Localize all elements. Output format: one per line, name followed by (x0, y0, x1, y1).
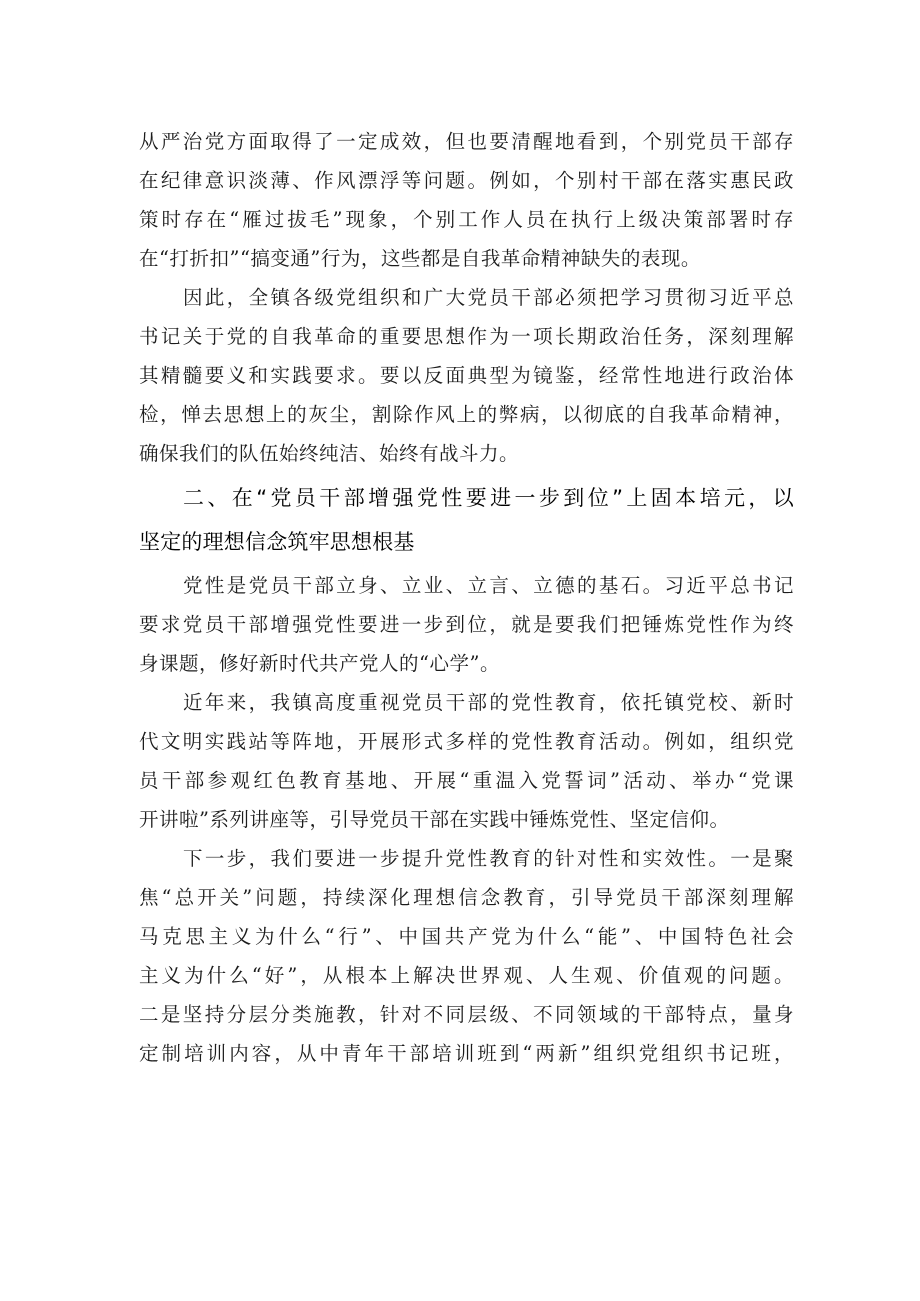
text-line: 二是坚持分层分类施教，针对不同层级、不同领域的干部特点，量身 (139, 1003, 794, 1026)
text-line: 在纪律意识淡薄、作风漂浮等问题。例如，个别村干部在落实惠民政 (139, 169, 794, 192)
text-line: 近年来，我镇高度重视党员干部的党性教育，依托镇党校、新时 (183, 691, 794, 714)
paragraph-1 (139, 122, 794, 278)
text-line: 员干部参观红色教育基地、开展“重温入党誓词”活动、举办“党课 (139, 769, 794, 792)
text-line: 开讲啦”系列讲座等，引导党员干部在实践中锤炼党性、坚定信仰。 (139, 808, 730, 831)
text-line: 要求党员干部增强党性要进一步到位，就是要我们把锤炼党性作为终 (139, 613, 794, 636)
text-line: 因此，全镇各级党组织和广大党员干部必须把学习贯彻习近平总 (183, 286, 794, 309)
text-line: 身课题，修好新时代共产党人的“心学”。 (139, 652, 500, 675)
paragraph-5 (139, 839, 794, 1073)
text-line: 检，惮去思想上的灰尘，割除作风上的弊病，以彻底的自我革命精神， (139, 403, 794, 426)
paragraph-2 (139, 278, 794, 473)
section-heading (139, 476, 794, 564)
heading-line: 二、在“党员干部增强党性要进一步到位”上固本培元，以 (183, 486, 794, 510)
text-line: 定制培训内容，从中青年干部培训班到“两新”组织党组织书记班， (139, 1042, 794, 1065)
text-line: 确保我们的队伍始终纯洁、始终有战斗力。 (139, 442, 520, 465)
text-line: 下一步，我们要进一步提升党性教育的针对性和实效性。一是聚 (183, 847, 794, 870)
document-page (139, 122, 794, 1073)
text-line: 代文明实践站等阵地，开展形式多样的党性教育活动。例如，组织党 (139, 730, 794, 753)
heading-line: 坚定的理想信念筑牢思想根基 (139, 530, 415, 554)
text-line: 从严治党方面取得了一定成效，但也要清醒地看到，个别党员干部存 (139, 130, 794, 153)
paragraph-4 (139, 683, 794, 839)
text-line: 其精髓要义和实践要求。要以反面典型为镜鉴，经常性地进行政治体 (139, 364, 794, 387)
text-line: 主义为什么“好”，从根本上解决世界观、人生观、价值观的问题。 (139, 964, 794, 987)
text-line: 党性是党员干部立身、立业、立言、立德的基石。习近平总书记 (183, 574, 794, 597)
text-line: 在“打折扣”“搞变通”行为，这些都是自我革命精神缺失的表现。 (139, 247, 701, 270)
text-line: 策时存在“雁过拔毛”现象，个别工作人员在执行上级决策部署时存 (139, 208, 794, 231)
text-line: 焦“总开关”问题，持续深化理想信念教育，引导党员干部深刻理解 (139, 886, 794, 909)
text-line: 马克思主义为什么“行”、中国共产党为什么“能”、中国特色社会 (139, 925, 794, 948)
text-line: 书记关于党的自我革命的重要思想作为一项长期政治任务，深刻理解 (139, 325, 794, 348)
paragraph-3 (139, 566, 794, 683)
